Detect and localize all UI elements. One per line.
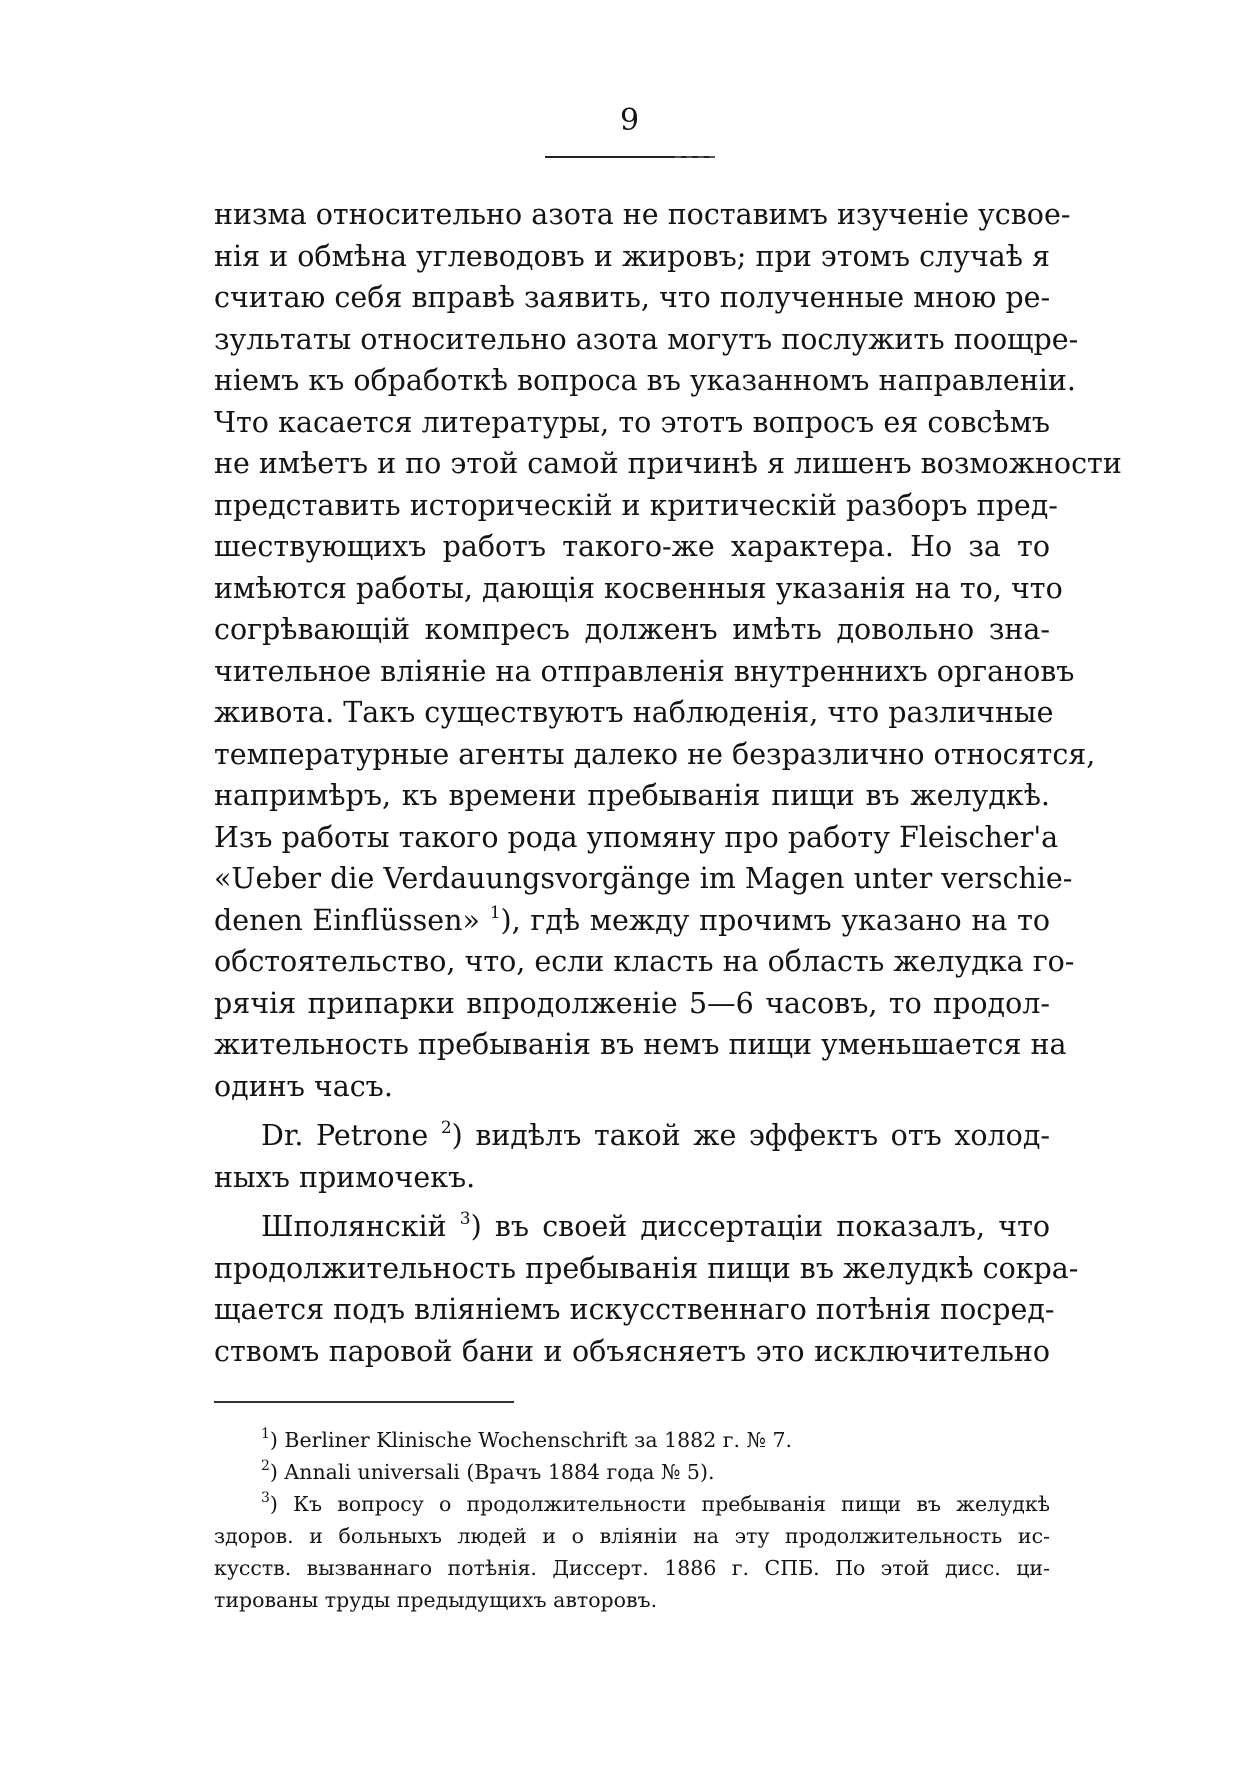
text-line: представить историческій и критическій разборъ пред- — [214, 488, 1058, 522]
text-line: обстоятельство, что, если класть на область желудка го- — [214, 945, 1075, 978]
text-line: продолжительность пребыванія пищи въ желудкѣ сокра- — [214, 1251, 1079, 1285]
text-line: шествующихъ работъ такого-же характера. Но за то — [214, 530, 1050, 563]
text-line: зультаты относительно азота могутъ послужить поощре- — [214, 322, 1079, 356]
text-line: чительное вліяніе на отправленія внутреннихъ органовъ — [214, 654, 1075, 688]
text-line: нія и обмѣна углеводовъ и жировъ; при этомъ случаѣ я — [214, 239, 1050, 273]
text-line: ныхъ примочекъ. — [214, 1160, 476, 1194]
text-line: ніемъ къ обработкѣ вопроса въ указанномъ направленіи. — [214, 364, 1076, 397]
footnote-3 — [214, 1488, 1050, 1520]
footnote-2 — [214, 1456, 1050, 1488]
text-line: Что касается литературы, то этотъ вопросъ ея совсѣмъ — [214, 405, 1050, 439]
text-fragment: ) видѣлъ такой же эффектъ отъ холод- — [451, 1119, 1050, 1152]
footnote-ref-3[interactable]: 3 — [459, 1209, 471, 1229]
paragraph-gap — [214, 1107, 1050, 1115]
text-line: температурные агенты далеко не безразлично относятся, — [214, 737, 1096, 771]
footnote-ref-2[interactable]: 2 — [440, 1118, 452, 1138]
footnote-ref-1[interactable]: 1 — [489, 902, 501, 923]
text-line: имѣются работы, дающія косвенныя указанія на то, что — [214, 571, 1063, 605]
body-text — [214, 194, 1122, 1372]
text-line — [214, 1206, 1050, 1248]
header-rule — [545, 156, 715, 158]
text-line: не имѣетъ и по этой самой причинѣ я лишенъ возможности — [214, 447, 1122, 480]
text-line: живота. Такъ существуютъ наблюденія, что различные — [214, 696, 1054, 729]
text-fragment: Шполянскій — [261, 1210, 460, 1243]
text-line: низма относительно азота не поставимъ изученіе усвое- — [214, 198, 1071, 231]
footnotes — [214, 1424, 1050, 1616]
text-line: согрѣвающій компресъ долженъ имѣть довольно зна- — [214, 613, 1050, 646]
footnote-mark: 2 — [261, 1458, 270, 1474]
text-line — [214, 900, 1050, 942]
text-line — [214, 1115, 1050, 1157]
footnote-text: ) Къ вопросу о продолжительности пребыванія пищи въ желудкѣ — [269, 1492, 1050, 1516]
text-line: рячія припарки впродолженіе 5—6 часовъ, то продол- — [214, 986, 1050, 1020]
text-line: «Ueber die Verdauungsvorgänge im Magen unter verschie- — [214, 862, 1073, 895]
paragraph-gap — [214, 1198, 1050, 1206]
footnote-3-line: кусств. вызваннаго потѣнія. Диссерт. 1886 г. СПБ. По этой дисс. ци- — [214, 1556, 1050, 1580]
text-line: ствомъ паровой бани и объясняетъ это исключительно — [214, 1334, 1050, 1368]
text-line: жительность пребыванія въ немъ пищи уменьшается на — [214, 1028, 1067, 1061]
text-line: щается подъ вліяніемъ искусственнаго потѣнія посред- — [214, 1293, 1055, 1326]
text-fragment: denen Einflüssen» — [214, 903, 490, 937]
footnote-rule — [214, 1401, 514, 1403]
text-line: считаю себя вправѣ заявить, что полученные мною ре- — [214, 281, 1051, 314]
footnote-text: ) Berliner Klinische Wochenschrift за 1882 г. № 7. — [269, 1428, 793, 1452]
text-fragment: Dr. Petrone — [261, 1119, 441, 1152]
text-line: одинъ часъ. — [214, 1069, 393, 1103]
footnote-3-line: тированы труды предыдущихъ авторовъ. — [214, 1588, 658, 1612]
text-line: Изъ работы такого рода упомяну про работу Fleischer'a — [214, 820, 1059, 854]
page-number: 9 — [619, 103, 640, 138]
footnote-mark: 3 — [261, 1490, 270, 1506]
footnote-3-line: здоров. и больныхъ людей и о вліяніи на эту продолжительность ис- — [214, 1524, 1050, 1548]
text-fragment: ) въ своей диссертаціи показалъ, что — [470, 1210, 1051, 1243]
footnote-1 — [214, 1424, 1050, 1456]
footnote-text: ) Annali universali (Врачъ 1884 года № 5). — [269, 1460, 715, 1484]
footnote-mark: 1 — [261, 1426, 270, 1442]
text-line: напримѣръ, къ времени пребыванія пищи въ желудкѣ. — [214, 779, 1050, 812]
text-fragment: ), гдѣ между прочимъ указано на то — [500, 903, 1050, 937]
